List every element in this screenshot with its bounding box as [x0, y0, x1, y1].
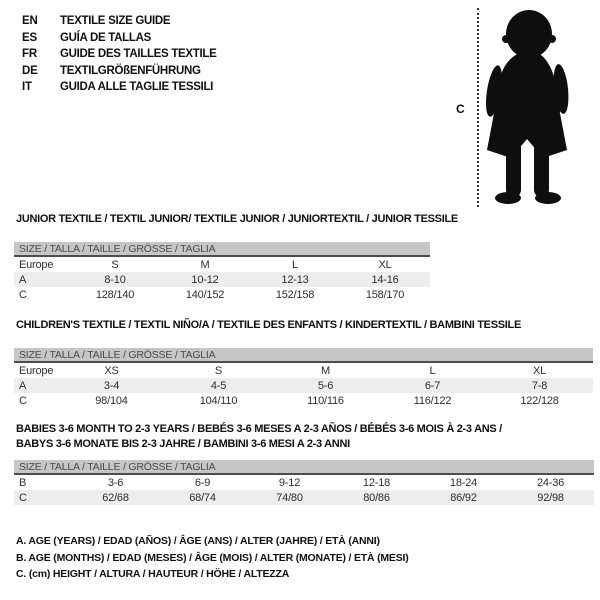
legend-line-b: B. AGE (MONTHS) / EDAD (MESES) / ÂGE (MOIS) / ALTER (MONATE) / ETÀ (MESI) — [16, 551, 409, 564]
row-label: C — [19, 288, 27, 301]
size-cell: M — [200, 258, 210, 271]
table-row — [14, 287, 430, 302]
size-cell: 80/86 — [333, 490, 420, 505]
size-cell: 7-8 — [486, 378, 593, 393]
size-cell: 5-6 — [272, 378, 379, 393]
row-label: A — [14, 272, 70, 287]
table-row — [14, 362, 593, 378]
legend — [16, 533, 409, 583]
language-label: GUIDA ALLE TAGLIE TESSILI — [60, 81, 214, 94]
children-size-table — [14, 348, 593, 408]
size-header-label: SIZE / TALLA / TAILLE / GRÖSSE / TAGLIA — [14, 242, 430, 256]
size-cell: 158/170 — [365, 288, 405, 301]
size-header-bar — [14, 242, 430, 256]
size-cell: S — [214, 364, 223, 377]
size-cell: 3-6 — [107, 476, 124, 489]
size-cell: 152/158 — [275, 288, 315, 301]
size-cell: XL — [533, 364, 547, 377]
size-cell: XL — [378, 258, 392, 271]
language-label: GUÍA DE TALLAS — [60, 31, 151, 44]
language-code: ES — [22, 31, 37, 44]
size-header-bar — [14, 348, 593, 362]
language-code: FR — [22, 48, 37, 61]
size-header-bar — [14, 460, 594, 474]
size-cell: 98/104 — [95, 394, 128, 407]
legend-line-c: C. (cm) HEIGHT / ALTURA / HAUTEUR / HÖHE / ALTEZZA — [16, 568, 290, 580]
language-code: IT — [22, 81, 32, 94]
babies-size-table — [14, 460, 594, 505]
section-title-babies-line1: BABIES 3-6 MONTH TO 2-3 YEARS / BEBÉS 3-6 MESES A 2-3 AÑOS / BÉBÉS 3-6 MOIS À 2-3 ANS / — [16, 423, 502, 435]
size-cell: L — [292, 258, 298, 271]
height-measure-line — [477, 8, 479, 207]
language-label: TEXTILE SIZE GUIDE — [60, 15, 171, 28]
size-cell: 104/110 — [199, 394, 238, 407]
size-cell: 24-36 — [536, 476, 565, 489]
size-header-label: SIZE / TALLA / TAILLE / GRÖSSE / TAGLIA — [14, 460, 594, 474]
section-title-babies — [16, 422, 502, 451]
size-cell: 14-16 — [340, 272, 430, 287]
size-cell: 12-13 — [250, 272, 340, 287]
language-label: GUIDE DES TAILLES TEXTILE — [60, 48, 217, 61]
size-cell: L — [429, 364, 436, 377]
row-label: A — [14, 378, 58, 393]
table-row — [14, 393, 593, 408]
language-row — [22, 63, 217, 80]
measure-label-c: C — [456, 102, 465, 116]
size-cell: M — [321, 364, 330, 377]
size-cell: 12-18 — [362, 476, 391, 489]
table-row — [14, 272, 430, 287]
row-label: B — [19, 476, 27, 489]
size-cell: 3-4 — [58, 378, 165, 393]
size-cell: 8-10 — [70, 272, 160, 287]
baby-silhouette-icon — [483, 9, 571, 205]
language-row — [22, 46, 217, 63]
language-code: EN — [22, 15, 38, 28]
row-label: Europe — [19, 258, 54, 271]
legend-line-a: A. AGE (YEARS) / EDAD (AÑOS) / ÂGE (ANS) / ALTER (JAHRE) / ETÀ (ANNI) — [16, 535, 380, 547]
size-cell: 62/68 — [72, 490, 159, 505]
size-cell: 18-24 — [449, 476, 478, 489]
size-cell: 6-7 — [379, 378, 486, 393]
table-row — [14, 378, 593, 393]
size-cell: 74/80 — [246, 490, 333, 505]
section-title-children: CHILDREN'S TEXTILE / TEXTIL NIÑO/A / TEXTILE DES ENFANTS / KINDERTEXTIL / BAMBINI TESSILE — [16, 319, 521, 331]
table-row — [14, 490, 594, 505]
language-label: TEXTILGRÖßENFÜHRUNG — [60, 64, 201, 77]
size-cell: XS — [104, 364, 119, 377]
size-cell: 140/152 — [185, 288, 225, 301]
size-cell: 6-9 — [194, 476, 211, 489]
size-cell: 9-12 — [278, 476, 301, 489]
size-cell: 86/92 — [420, 490, 507, 505]
language-row — [22, 13, 217, 30]
row-label: C — [19, 394, 27, 407]
size-cell: 10-12 — [160, 272, 250, 287]
language-code: DE — [22, 64, 38, 77]
section-title-babies-line2: BABYS 3-6 MONATE BIS 2-3 JAHRE / BAMBINI 3-6 MESI A 2-3 ANNI — [16, 437, 350, 450]
size-header-label: SIZE / TALLA / TAILLE / GRÖSSE / TAGLIA — [14, 348, 593, 362]
size-cell: 92/98 — [507, 490, 594, 505]
language-list — [22, 13, 217, 96]
junior-size-table — [14, 242, 430, 302]
size-cell: 122/128 — [520, 394, 559, 407]
size-cell: 116/122 — [413, 394, 452, 407]
size-cell: 110/116 — [307, 394, 344, 407]
language-row — [22, 79, 217, 96]
section-title-junior: JUNIOR TEXTILE / TEXTIL JUNIOR/ TEXTILE JUNIOR / JUNIORTEXTIL / JUNIOR TESSILE — [16, 213, 458, 225]
language-row — [22, 30, 217, 47]
row-label: C — [14, 490, 72, 505]
table-row — [14, 256, 430, 272]
size-cell: 68/74 — [159, 490, 246, 505]
size-cell: S — [111, 258, 119, 271]
row-label: Europe — [19, 364, 54, 377]
size-cell: 128/140 — [95, 288, 135, 301]
table-row — [14, 474, 594, 490]
size-cell: 4-5 — [165, 378, 272, 393]
